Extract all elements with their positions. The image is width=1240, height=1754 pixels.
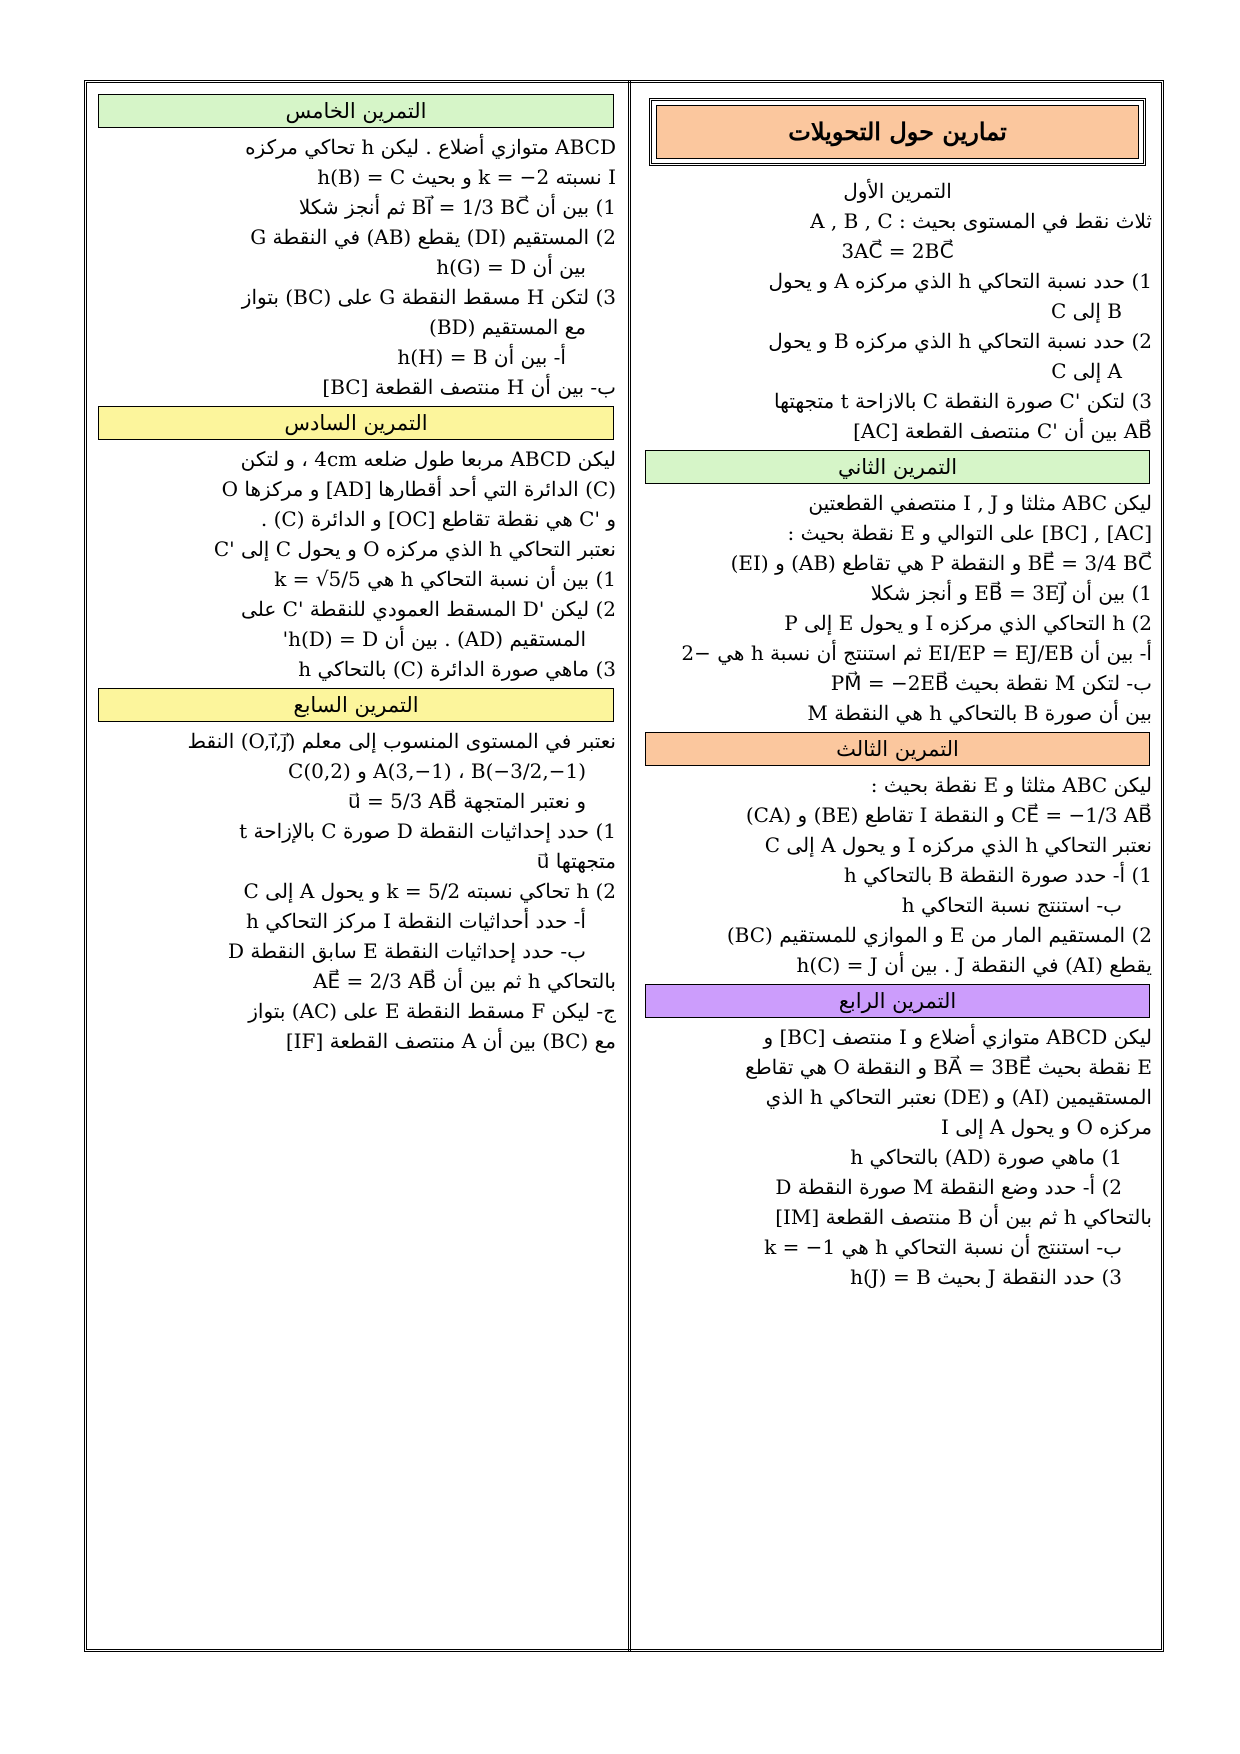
ex4-line-7: ب- استنتج أن نسبة التحاكي h هي k = −1 — [764, 1235, 1122, 1259]
ex4-line-1: E نقطة بحيث BA⃗ = 3BE⃗ و النقطة O هي تقاطع — [745, 1055, 1152, 1079]
page-title: تمارين حول التحويلات — [656, 105, 1139, 159]
ex2-line-1: [AC] , [BC] على التوالي و E نقطة بحيث : — [787, 521, 1152, 545]
ex7-line-0: نعتبر في المستوى المنسوب إلى معلم (O,i⃗,j⃗) النقط — [187, 729, 616, 753]
ex6-line-7: 3) ماهي صورة الدائرة (C) بالتحاكي h — [298, 657, 616, 681]
ex4-line-5: 2) أ- حدد وضع النقطة M صورة النقطة D — [775, 1175, 1122, 1199]
ex2-line-3: 1) بين أن EB⃗ = 3EJ⃗ و أنجز شكلا — [870, 581, 1152, 605]
ex6-line-3: نعتبر التحاكي h الذي مركزه O و يحول C إلى 'C — [213, 537, 616, 561]
ex7-header: التمرين السابع — [98, 688, 614, 722]
ex7-line-7: ب- حدد إحداثيات النقطة E سابق النقطة D — [228, 939, 586, 963]
ex3-line-4: ب- استنتج نسبة التحاكي h — [901, 893, 1122, 917]
ex6-line-4: 1) بين أن نسبة التحاكي h هي k = √5/5 — [274, 567, 616, 591]
ex2-header: التمرين الثاني — [645, 450, 1150, 484]
left-column — [84, 80, 628, 1652]
ex3-line-0: ليكن ABC مثلثا و E نقطة بحيث : — [870, 773, 1152, 797]
ex6-header: التمرين السادس — [98, 406, 614, 440]
ex6-line-2: و 'C هي نقطة تقاطع [OC] و الدائرة (C) . — [260, 507, 616, 531]
ex7-line-6: أ- حدد أحداثيات النقطة I مركز التحاكي h — [245, 909, 586, 933]
ex3-line-2: نعتبر التحاكي h الذي مركزه I و يحول A إلى C — [764, 833, 1152, 857]
ex4-line-0: ليكن ABCD متوازي أضلاع و I منتصف [BC] و — [763, 1025, 1152, 1049]
ex7-line-3: 1) حدد إحداثيات النقطة D صورة C بالإزاحة t — [239, 819, 616, 843]
ex5-line-7: أ- بين أن h(H) = B — [397, 345, 566, 369]
ex1-line-0: ثلاث نقط في المستوى بحيث : A , B , C — [810, 209, 1152, 233]
ex4-line-2: المستقيمين (AI) و (DE) نعتبر التحاكي h الذي — [765, 1085, 1152, 1109]
ex6-line-5: 2) ليكن 'D المسقط العمودي للنقطة 'C على — [241, 597, 616, 621]
ex5-line-5: 3) لتكن H مسقط النقطة G على (BC) بتواز — [241, 285, 616, 309]
ex6-line-1: (C) الدائرة التي أحد أقطارها [AD] و مركزها O — [221, 477, 616, 501]
ex4-line-4: 1) ماهي صورة (AD) بالتحاكي h — [850, 1145, 1122, 1169]
ex1-line-7: AB⃗ بين أن 'C منتصف القطعة [AC] — [853, 419, 1152, 443]
ex6-line-0: ليكن ABCD مربعا طول ضلعه 4cm ، و لتكن — [240, 447, 616, 471]
ex2-line-2: BE⃗ = 3/4 BC⃗ و النقطة P هي تقاطع (AB) و (EI) — [730, 551, 1152, 575]
ex7-line-4: متجهتها u⃗ — [536, 849, 616, 873]
ex5-line-6: مع المستقيم (BD) — [429, 315, 586, 339]
ex1-line-3: B إلى C — [1050, 299, 1122, 323]
ex2-line-5: أ- بين أن EI/EP = EJ/EB ثم استنتج أن نسبة h هي −2 — [681, 641, 1152, 665]
ex1-line-2: 1) حدد نسبة التحاكي h الذي مركزه A و يحول — [768, 269, 1152, 293]
ex5-line-8: ب- بين أن H منتصف القطعة [BC] — [322, 375, 616, 399]
ex7-line-9: ج- ليكن F مسقط النقطة E على (AC) بتواز — [248, 999, 616, 1023]
ex3-line-6: يقطع (AI) في النقطة J . بين أن h(C) = J — [796, 953, 1152, 977]
ex5-header: التمرين الخامس — [98, 94, 614, 128]
ex4-line-6: بالتحاكي h ثم بين أن B منتصف القطعة [IM] — [775, 1205, 1152, 1229]
ex7-line-1: A(3,−1) ، B(−3/2,−1) و C(0,2) — [288, 759, 586, 783]
ex2-line-0: ليكن ABC مثلثا و I , J منتصفي القطعتين — [808, 491, 1152, 515]
ex4-header: التمرين الرابع — [645, 984, 1150, 1018]
ex7-line-10: مع (BC) بين أن A منتصف القطعة [IF] — [285, 1029, 616, 1053]
ex2-line-4: 2) h التحاكي الذي مركزه I و يحول E إلى P — [784, 611, 1152, 635]
ex7-line-8: بالتحاكي h ثم بين أن AE⃗ = 2/3 AB⃗ — [313, 969, 616, 993]
ex1-line-4: 2) حدد نسبة التحاكي h الذي مركزه B و يحول — [768, 329, 1152, 353]
ex3-line-5: 2) المستقيم المار من E و الموازي للمستقيم (BC) — [726, 923, 1152, 947]
ex1-line-5: A إلى C — [1051, 359, 1122, 383]
ex5-line-1: I نسبته k = −2 و بحيث h(B) = C — [317, 165, 616, 189]
ex7-line-5: 2) h تحاكي نسبته k = 5/2 و يحول A إلى C — [243, 879, 616, 903]
ex4-line-8: 3) حدد النقطة J بحيث h(J) = B — [850, 1265, 1122, 1289]
ex5-line-2: 1) بين أن BI⃗ = 1/3 BC⃗ ثم أنجز شكلا — [298, 195, 616, 219]
ex1-line-1: 3AC⃗ = 2BC⃗ — [841, 239, 954, 263]
right-column — [628, 80, 1164, 1652]
ex1-line-6: 3) لتكن 'C صورة النقطة C بالازاحة t متجهتها — [774, 389, 1152, 413]
ex7-line-2: و نعتبر المتجهة u⃗ = 5/3 AB⃗ — [347, 789, 586, 813]
ex5-line-3: 2) المستقيم (DI) يقطع (AB) في النقطة G — [250, 225, 616, 249]
ex6-line-6: المستقيم (AD) . بين أن h(D) = D' — [282, 627, 586, 651]
ex1-header: التمرين الأول — [843, 179, 952, 203]
ex5-line-4: بين أن h(G) = D — [436, 255, 586, 279]
ex5-line-0: ABCD متوازي أضلاع . ليكن h تحاكي مركزه — [245, 135, 616, 159]
ex3-line-1: CE⃗ = −1/3 AB⃗ و النقطة I تقاطع (BE) و (CA) — [745, 803, 1152, 827]
ex3-header: التمرين الثالث — [645, 732, 1150, 766]
ex2-line-7: بين أن صورة B بالتحاكي h هي النقطة M — [807, 701, 1152, 725]
ex3-line-3: 1) أ- حدد صورة النقطة B بالتحاكي h — [843, 863, 1152, 887]
ex2-line-6: ب- لتكن M نقطة بحيث PM⃗ = −2EB⃗ — [830, 671, 1152, 695]
title-box — [649, 98, 1146, 166]
ex4-line-3: مركزه O و يحول A إلى I — [940, 1115, 1152, 1139]
